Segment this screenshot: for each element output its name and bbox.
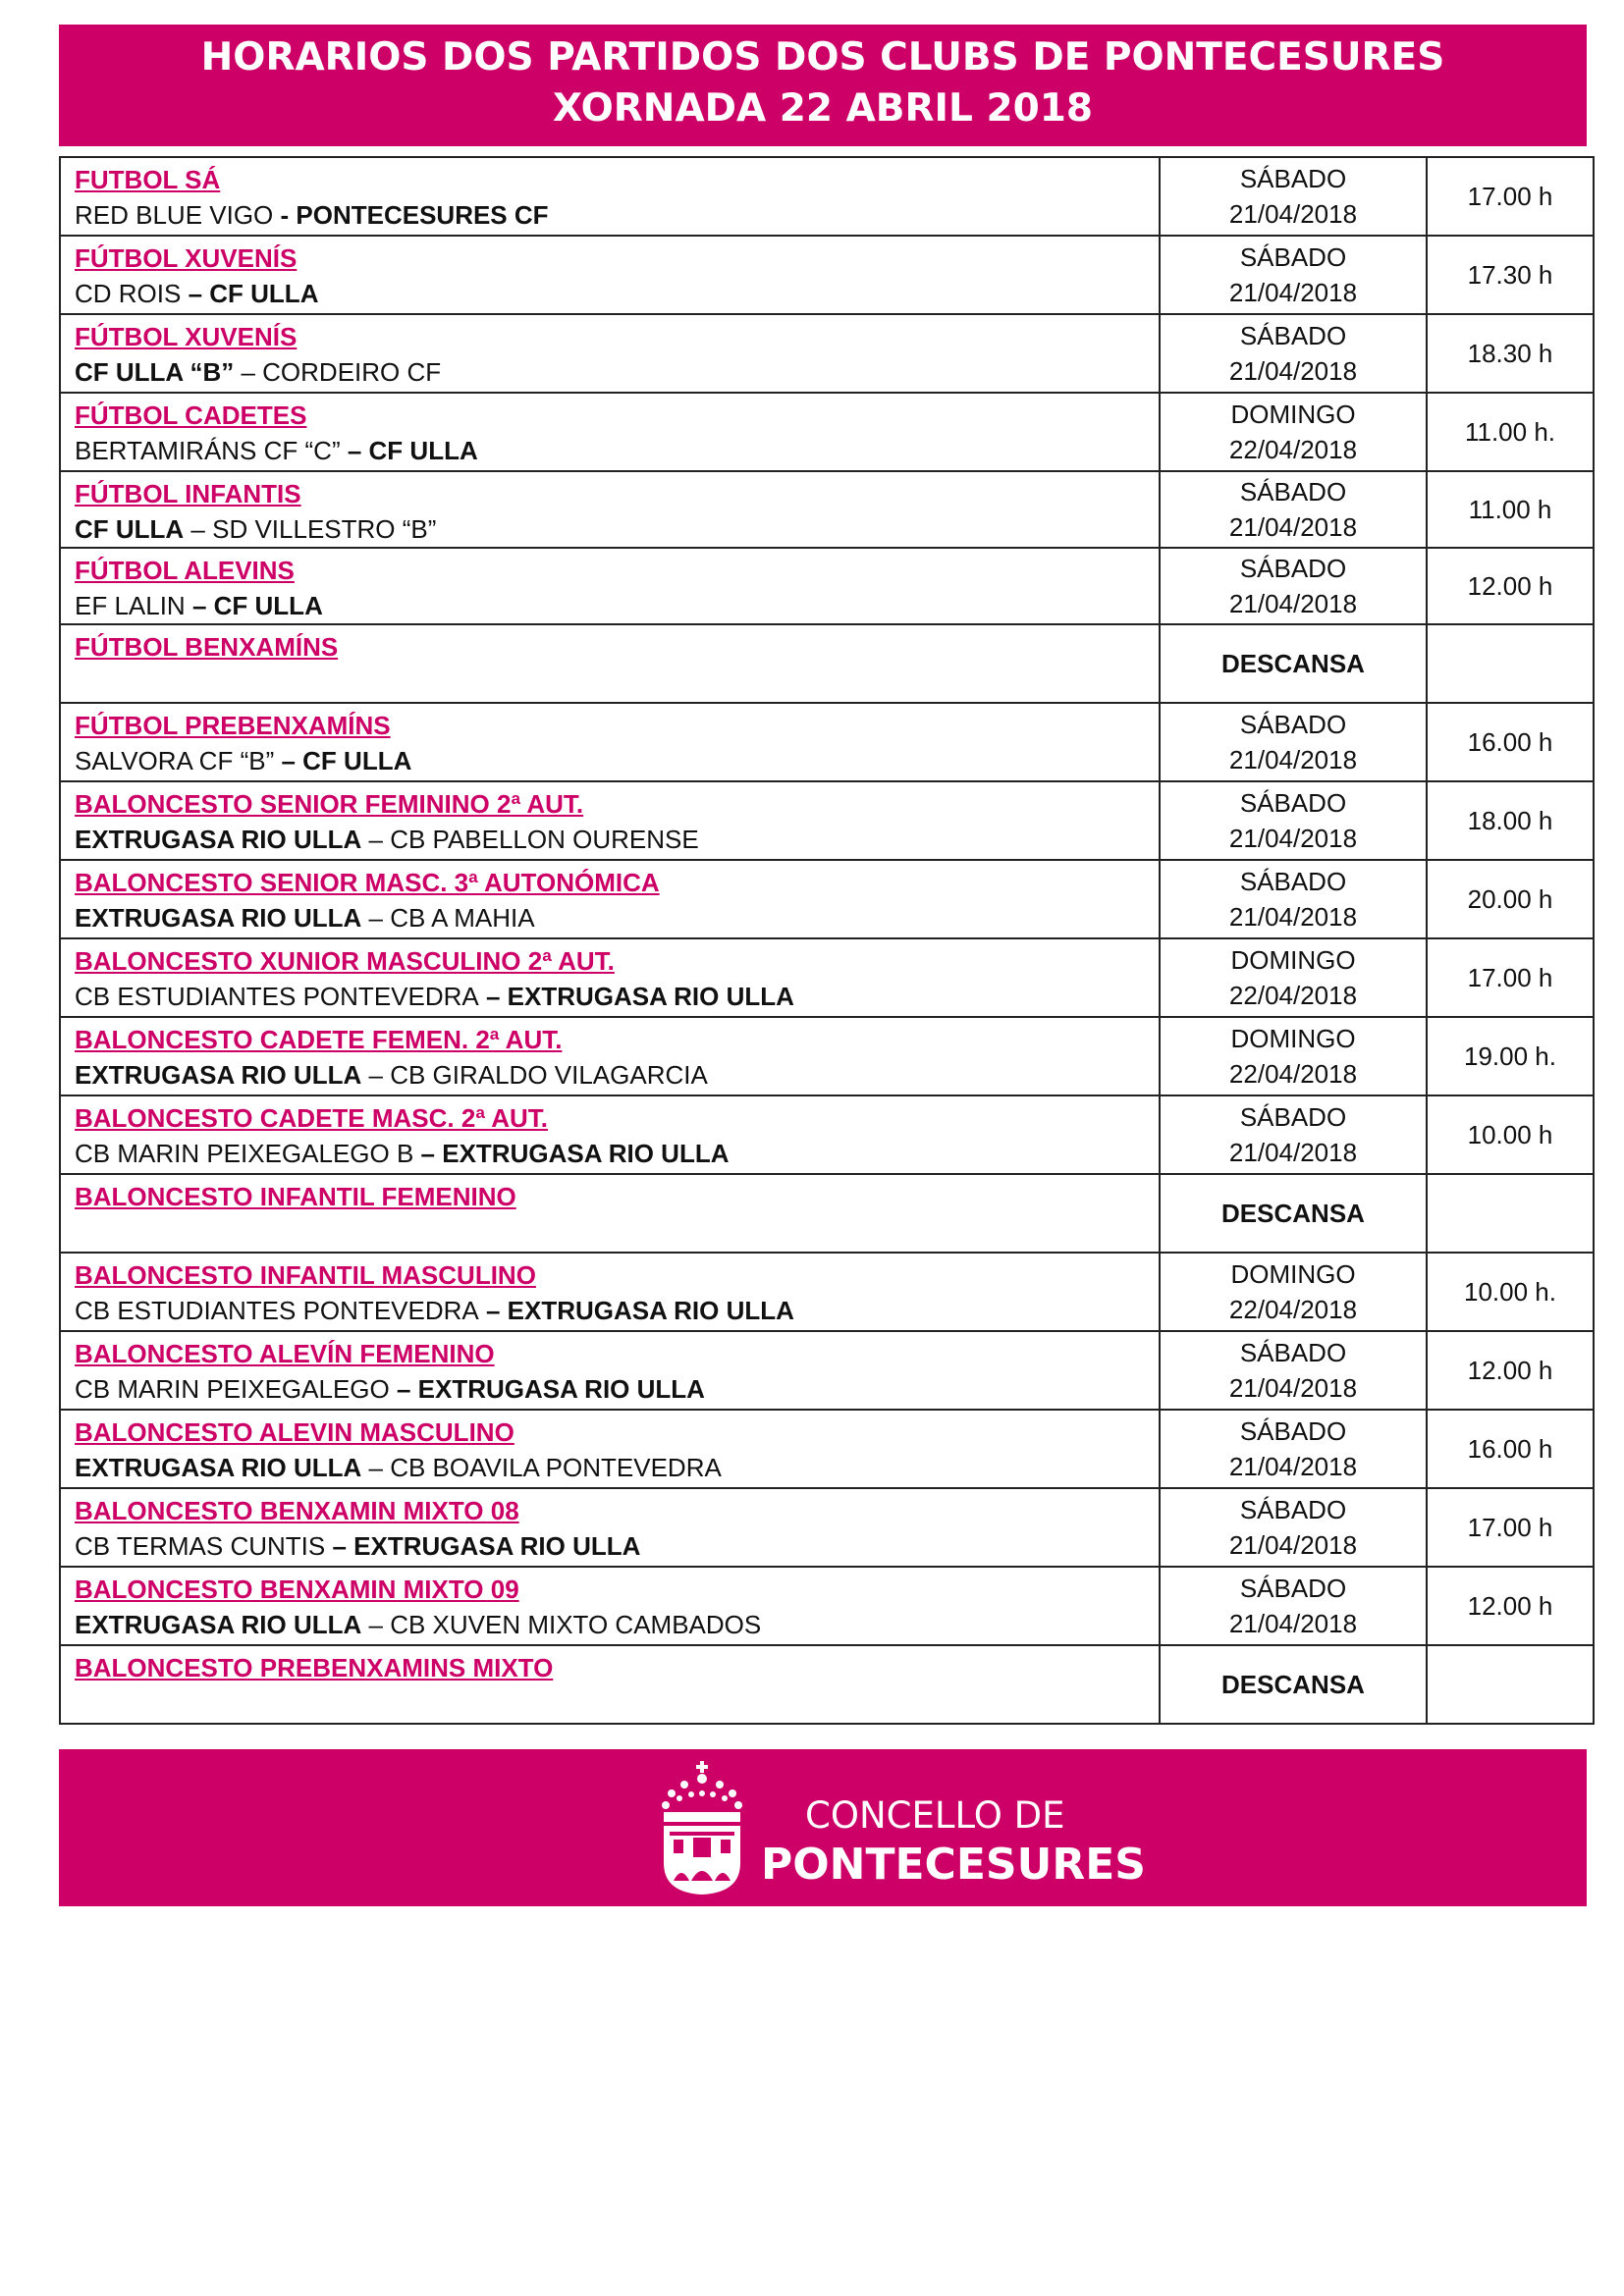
- day-date-cell: [1160, 1017, 1427, 1095]
- match-day: SÁBADO: [1239, 164, 1347, 193]
- match-date: 21/04/2018: [1228, 356, 1358, 386]
- team-a: EXTRUGASA RIO ULLA: [75, 825, 362, 854]
- schedule-row: [60, 781, 1594, 860]
- schedule-row: [60, 393, 1594, 471]
- match-cell: [60, 157, 1160, 236]
- match-day: SÁBADO: [1239, 1574, 1347, 1603]
- schedule-row: [60, 860, 1594, 938]
- schedule-row: [60, 1174, 1594, 1253]
- match-cell: [60, 314, 1160, 393]
- teams-line: [75, 1136, 1159, 1171]
- match-day: SÁBADO: [1239, 554, 1347, 583]
- team-separator: –: [413, 1139, 443, 1168]
- team-separator: –: [340, 436, 369, 465]
- match-time: 19.00 h.: [1427, 1017, 1594, 1095]
- match-time: 10.00 h: [1427, 1095, 1594, 1174]
- match-date: 21/04/2018: [1228, 824, 1358, 853]
- schedule-table: [59, 156, 1595, 1725]
- team-b: CB A MAHIA: [390, 903, 535, 933]
- category-label: BALONCESTO CADETE MASC. 2ª AUT.: [75, 1103, 548, 1133]
- match-cell: [60, 624, 1160, 703]
- team-separator: –: [361, 1453, 391, 1482]
- team-a: EXTRUGASA RIO ULLA: [75, 1060, 362, 1090]
- header-title-line-2: XORNADA 22 ABRIL 2018: [552, 86, 1094, 131]
- match-cell: [60, 938, 1160, 1017]
- schedule-row: [60, 1095, 1594, 1174]
- team-separator: –: [478, 982, 508, 1011]
- schedule-row: [60, 548, 1594, 624]
- category-label: FÚTBOL ALEVINS: [75, 556, 295, 585]
- match-time: 17.00 h: [1427, 157, 1594, 236]
- schedule-row: [60, 236, 1594, 314]
- teams-line: [75, 354, 1159, 390]
- day-date-cell: [1160, 157, 1427, 236]
- match-time: [1427, 1174, 1594, 1253]
- team-b: EXTRUGASA RIO ULLA: [507, 1296, 794, 1325]
- team-b: CB PABELLON OURENSE: [390, 825, 699, 854]
- footer-line-1: CONCELLO DE: [805, 1794, 1065, 1837]
- day-date-cell: [1160, 1174, 1427, 1253]
- team-separator: –: [361, 1060, 391, 1090]
- match-time: 16.00 h: [1427, 1410, 1594, 1488]
- day-date-cell: [1160, 471, 1427, 548]
- match-day: SÁBADO: [1239, 1102, 1347, 1132]
- schedule-row: [60, 938, 1594, 1017]
- category-label: BALONCESTO SENIOR MASC. 3ª AUTONÓMICA: [75, 868, 660, 897]
- team-a: CB MARIN PEIXEGALEGO B: [75, 1139, 414, 1168]
- day-date-cell: [1160, 1331, 1427, 1410]
- team-b: CF ULLA: [302, 746, 412, 775]
- match-date: 21/04/2018: [1228, 199, 1358, 229]
- team-b: CB XUVEN MIXTO CAMBADOS: [390, 1610, 762, 1639]
- match-time: 17.00 h: [1427, 938, 1594, 1017]
- teams-line: [75, 1528, 1159, 1564]
- team-separator: –: [185, 591, 214, 620]
- team-b: CB BOAVILA PONTEVEDRA: [390, 1453, 722, 1482]
- day-date-cell: [1160, 236, 1427, 314]
- teams-line: [75, 1293, 1159, 1328]
- team-separator: -: [273, 200, 297, 230]
- schedule-row: [60, 314, 1594, 393]
- match-cell: [60, 548, 1160, 624]
- category-label: FÚTBOL INFANTIS: [75, 479, 301, 508]
- match-day: DOMINGO: [1230, 400, 1356, 429]
- match-day: SÁBADO: [1239, 867, 1347, 896]
- match-cell: [60, 781, 1160, 860]
- match-day: SÁBADO: [1239, 1495, 1347, 1524]
- teams-line: [75, 822, 1159, 857]
- team-b: EXTRUGASA RIO ULLA: [353, 1531, 641, 1561]
- match-cell: [60, 393, 1160, 471]
- match-time: 20.00 h: [1427, 860, 1594, 938]
- match-day: SÁBADO: [1239, 1416, 1347, 1446]
- day-date-cell: [1160, 1253, 1427, 1331]
- match-time: 11.00 h.: [1427, 393, 1594, 471]
- team-separator: –: [361, 903, 391, 933]
- team-a: CB ESTUDIANTES PONTEVEDRA: [75, 1296, 479, 1325]
- match-date: 21/04/2018: [1228, 1609, 1358, 1638]
- match-time: 16.00 h: [1427, 703, 1594, 781]
- team-separator: –: [389, 1374, 418, 1404]
- match-cell: [60, 1095, 1160, 1174]
- teams-line: [75, 743, 1159, 778]
- teams-line: [75, 511, 1159, 547]
- schedule-row: [60, 703, 1594, 781]
- page-header: [59, 25, 1587, 146]
- category-label: BALONCESTO XUNIOR MASCULINO 2ª AUT.: [75, 946, 615, 976]
- teams-line: [75, 276, 1159, 311]
- teams-line: [75, 900, 1159, 935]
- match-date: 21/04/2018: [1228, 589, 1358, 618]
- match-cell: [60, 1017, 1160, 1095]
- match-date: 21/04/2018: [1228, 1452, 1358, 1481]
- schedule-row: [60, 624, 1594, 703]
- day-date-cell: [1160, 1410, 1427, 1488]
- match-time: 12.00 h: [1427, 1331, 1594, 1410]
- match-cell: [60, 1174, 1160, 1253]
- match-cell: [60, 703, 1160, 781]
- match-date: 22/04/2018: [1228, 435, 1358, 464]
- team-b: EXTRUGASA RIO ULLA: [417, 1374, 705, 1404]
- match-cell: [60, 1331, 1160, 1410]
- team-a: CB ESTUDIANTES PONTEVEDRA: [75, 982, 479, 1011]
- team-a: CF ULLA: [75, 514, 185, 544]
- team-b: CF ULLA: [213, 591, 323, 620]
- team-b: EXTRUGASA RIO ULLA: [442, 1139, 730, 1168]
- match-time: [1427, 1645, 1594, 1724]
- team-b: CF ULLA: [368, 436, 478, 465]
- schedule-row: [60, 157, 1594, 236]
- category-label: FÚTBOL XUVENÍS: [75, 243, 298, 273]
- team-a: CB TERMAS CUNTIS: [75, 1531, 326, 1561]
- team-a: BERTAMIRÁNS CF “C”: [75, 436, 341, 465]
- match-time: 18.00 h: [1427, 781, 1594, 860]
- match-time: 17.00 h: [1427, 1488, 1594, 1567]
- match-cell: [60, 1488, 1160, 1567]
- match-day: SÁBADO: [1239, 1338, 1347, 1367]
- category-label: FÚTBOL XUVENÍS: [75, 322, 298, 351]
- teams-line: [75, 1371, 1159, 1407]
- day-date-cell: [1160, 314, 1427, 393]
- team-a: RED BLUE VIGO: [75, 200, 274, 230]
- category-label: FÚTBOL CADETES: [75, 400, 307, 430]
- team-separator: –: [184, 514, 213, 544]
- match-time: 12.00 h: [1427, 548, 1594, 624]
- team-a: CD ROIS: [75, 279, 182, 308]
- teams-line: [75, 1607, 1159, 1642]
- category-label: BALONCESTO CADETE FEMEN. 2ª AUT.: [75, 1025, 563, 1054]
- match-date: 22/04/2018: [1228, 1059, 1358, 1089]
- team-separator: –: [478, 1296, 508, 1325]
- match-day: SÁBADO: [1239, 788, 1347, 818]
- match-cell: [60, 471, 1160, 548]
- rest-label: DESCANSA: [1221, 1199, 1365, 1228]
- schedule-row: [60, 1253, 1594, 1331]
- schedule-row: [60, 1331, 1594, 1410]
- team-separator: –: [361, 825, 391, 854]
- match-date: 22/04/2018: [1228, 981, 1358, 1010]
- day-date-cell: [1160, 703, 1427, 781]
- day-date-cell: [1160, 781, 1427, 860]
- match-day: SÁBADO: [1239, 477, 1347, 507]
- rest-label: DESCANSA: [1221, 1670, 1365, 1699]
- team-separator: –: [234, 357, 263, 387]
- category-label: FÚTBOL BENXAMÍNS: [75, 632, 339, 662]
- teams-line: [75, 1057, 1159, 1093]
- teams-line: [75, 197, 1159, 233]
- match-date: 21/04/2018: [1228, 1530, 1358, 1560]
- match-time: 11.00 h: [1427, 471, 1594, 548]
- team-b: CB GIRALDO VILAGARCIA: [390, 1060, 708, 1090]
- teams-line: [75, 979, 1159, 1014]
- schedule-row: [60, 1645, 1594, 1724]
- category-label: BALONCESTO BENXAMIN MIXTO 09: [75, 1575, 519, 1604]
- teams-line: [75, 588, 1159, 623]
- rest-label: DESCANSA: [1221, 649, 1365, 678]
- team-b: CF ULLA: [209, 279, 319, 308]
- page-footer: [59, 1749, 1587, 1906]
- team-a: SALVORA CF “B”: [75, 746, 275, 775]
- match-cell: [60, 1567, 1160, 1645]
- schedule-row: [60, 1488, 1594, 1567]
- schedule-row: [60, 471, 1594, 548]
- team-b: CORDEIRO CF: [262, 357, 442, 387]
- category-label: BALONCESTO ALEVIN MASCULINO: [75, 1417, 514, 1447]
- match-day: DOMINGO: [1230, 1024, 1356, 1053]
- match-time: 17.30 h: [1427, 236, 1594, 314]
- match-date: 21/04/2018: [1228, 902, 1358, 932]
- match-day: DOMINGO: [1230, 945, 1356, 975]
- match-time: [1427, 624, 1594, 703]
- category-label: FUTBOL SÁ: [75, 165, 221, 194]
- team-a: EXTRUGASA RIO ULLA: [75, 1610, 362, 1639]
- category-label: BALONCESTO SENIOR FEMININO 2ª AUT.: [75, 789, 584, 819]
- team-a: EXTRUGASA RIO ULLA: [75, 903, 362, 933]
- schedule-row: [60, 1410, 1594, 1488]
- match-date: 21/04/2018: [1228, 512, 1358, 542]
- match-time: 18.30 h: [1427, 314, 1594, 393]
- match-time: 12.00 h: [1427, 1567, 1594, 1645]
- footer-line-2: PONTECESURES: [761, 1840, 1146, 1890]
- category-label: FÚTBOL PREBENXAMÍNS: [75, 711, 391, 740]
- day-date-cell: [1160, 1488, 1427, 1567]
- header-title-line-1: HORARIOS DOS PARTIDOS DOS CLUBS DE PONTECESURES: [200, 35, 1445, 80]
- day-date-cell: [1160, 624, 1427, 703]
- category-label: BALONCESTO INFANTIL MASCULINO: [75, 1260, 536, 1290]
- match-day: SÁBADO: [1239, 710, 1347, 739]
- match-time: 10.00 h.: [1427, 1253, 1594, 1331]
- team-a: EXTRUGASA RIO ULLA: [75, 1453, 362, 1482]
- match-date: 21/04/2018: [1228, 1373, 1358, 1403]
- team-a: CF ULLA “B”: [75, 357, 235, 387]
- schedule-body: [60, 157, 1594, 1724]
- match-date: 21/04/2018: [1228, 745, 1358, 774]
- team-b: PONTECESURES CF: [296, 200, 549, 230]
- match-date: 21/04/2018: [1228, 278, 1358, 307]
- day-date-cell: [1160, 938, 1427, 1017]
- schedule-row: [60, 1567, 1594, 1645]
- day-date-cell: [1160, 1095, 1427, 1174]
- match-date: 21/04/2018: [1228, 1138, 1358, 1167]
- category-label: BALONCESTO INFANTIL FEMENINO: [75, 1182, 516, 1211]
- day-date-cell: [1160, 1567, 1427, 1645]
- match-date: 22/04/2018: [1228, 1295, 1358, 1324]
- schedule-row: [60, 1017, 1594, 1095]
- match-day: SÁBADO: [1239, 242, 1347, 272]
- match-day: DOMINGO: [1230, 1259, 1356, 1289]
- category-label: BALONCESTO PREBENXAMINS MIXTO: [75, 1653, 554, 1682]
- match-cell: [60, 1410, 1160, 1488]
- match-cell: [60, 1253, 1160, 1331]
- match-cell: [60, 236, 1160, 314]
- category-label: BALONCESTO BENXAMIN MIXTO 08: [75, 1496, 519, 1525]
- category-label: BALONCESTO ALEVÍN FEMENINO: [75, 1339, 495, 1368]
- team-a: CB MARIN PEIXEGALEGO: [75, 1374, 390, 1404]
- team-separator: –: [181, 279, 210, 308]
- team-a: EF LALIN: [75, 591, 186, 620]
- team-b: EXTRUGASA RIO ULLA: [507, 982, 794, 1011]
- team-separator: –: [325, 1531, 354, 1561]
- teams-line: [75, 433, 1159, 468]
- day-date-cell: [1160, 860, 1427, 938]
- match-cell: [60, 860, 1160, 938]
- teams-line: [75, 1450, 1159, 1485]
- day-date-cell: [1160, 393, 1427, 471]
- team-separator: –: [361, 1610, 391, 1639]
- day-date-cell: [1160, 548, 1427, 624]
- match-day: SÁBADO: [1239, 321, 1347, 350]
- match-cell: [60, 1645, 1160, 1724]
- team-b: SD VILLESTRO “B”: [212, 514, 437, 544]
- day-date-cell: [1160, 1645, 1427, 1724]
- team-separator: –: [274, 746, 303, 775]
- municipal-crest-icon: [660, 1761, 744, 1896]
